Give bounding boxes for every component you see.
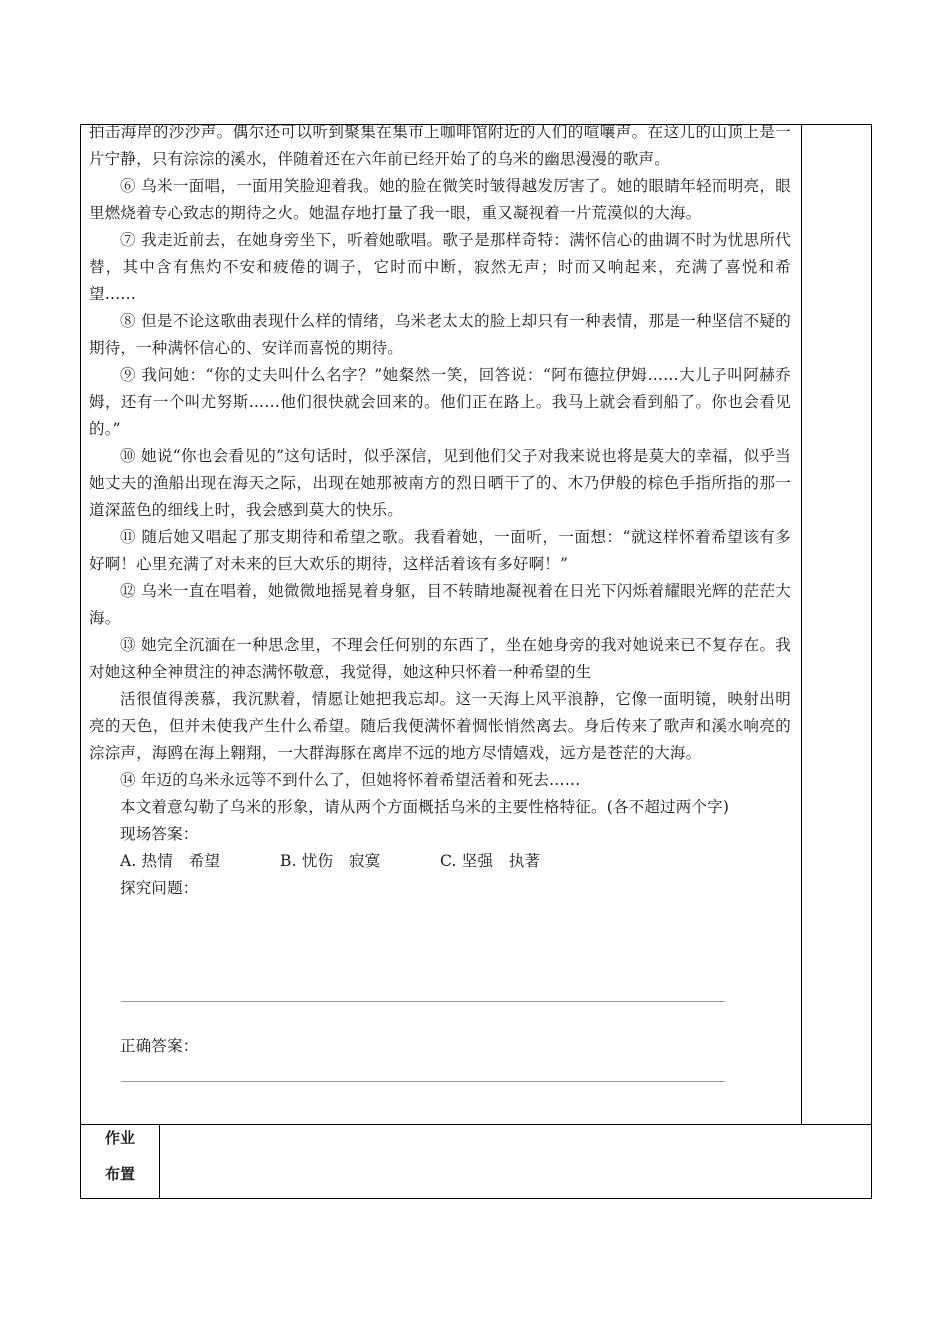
side-notes-cell bbox=[801, 124, 872, 1125]
paragraph-12: ⑫ 乌米一直在唱着，她微微地摇晃着身躯，目不转睛地凝视着在日光下闪烁着耀眼光辉的茫茫大海。 bbox=[89, 582, 791, 627]
explore-question-label: 探究问题： bbox=[120, 879, 199, 897]
option-b: B. 忧伤 寂寞 bbox=[280, 852, 381, 870]
correct-answer-label: 正确答案： bbox=[120, 1037, 199, 1055]
homework-label-line-1: 作业 bbox=[104, 1129, 135, 1147]
paragraph-8: ⑧ 但是不论这歌曲表现什么样的情绪，乌米老太太的脸上却只有一种表情，那是一种坚信不疑的期待，一种满怀信心的、安详而喜悦的期待。 bbox=[89, 312, 791, 357]
option-a: A. 热情 希望 bbox=[120, 852, 221, 870]
paragraph-9: ⑨ 我问她：“你的丈夫叫什么名字？”她粲然一笑，回答说：“阿布德拉伊姆……大儿子叫阿赫乔姆，还有一个叫尤努斯……他们很快就会回来的。他们正在路上。我马上就会看到船了。你也会看见的。” bbox=[89, 366, 791, 438]
paragraph-continued: 拍击海岸的沙沙声。偶尔还可以听到聚集在集市上咖啡馆附近的人们的喧嚷声。在这儿的山顶上是一片宁静，只有淙淙的溪水，伴随着还在六年前已经开始了的乌米的幽思漫漫的歌声。 bbox=[89, 123, 791, 168]
reading-passage bbox=[89, 119, 791, 902]
paragraph-11: ⑪ 随后她又唱起了那支期待和希望之歌。我看着她，一面听，一面想：“就这样怀着希望该有多好啊！心里充满了对未来的巨大欢乐的期待，这样活着该有多好啊！” bbox=[89, 528, 791, 573]
correct-answer-line[interactable] bbox=[121, 1081, 725, 1082]
explore-answer-line[interactable] bbox=[121, 1001, 725, 1002]
option-c: C. 坚强 执著 bbox=[440, 852, 541, 870]
answer-options bbox=[120, 848, 791, 875]
paragraph-13-part-1: ⑬ 她完全沉湎在一种思念里，不理会任何别的东西了，坐在她身旁的我对她说来已不复存在。我对她这种全神贯注的神态满怀敬意，我觉得，她这种只怀着一种希望的生 bbox=[89, 636, 791, 681]
homework-label-line-2: 布置 bbox=[104, 1165, 135, 1183]
question-prompt: 本文着意勾勒了乌米的形象，请从两个方面概括乌米的主要性格特征。(各不超过两个字) bbox=[120, 798, 730, 816]
onsite-answer-label: 现场答案： bbox=[120, 825, 199, 843]
correct-answer-block bbox=[89, 1033, 791, 1060]
paragraph-14: ⑭ 年迈的乌米永远等不到什么了，但她将怀着希望活着和死去…… bbox=[120, 771, 581, 789]
homework-content-cell bbox=[159, 1124, 872, 1199]
paragraph-13-part-2: 活很值得羡慕，我沉默着，情愿让她把我忘却。这一天海上风平浪静，它像一面明镜，映射出明亮的天色，但并未使我产生什么希望。随后我便满怀着惆怅悄然离去。身后传来了歌声和溪水响亮的淙淙声，海鸥在海上翱翔，一大群海豚在离岸不远的地方尽情嬉戏，远方是苍茫的大海。 bbox=[89, 690, 791, 762]
paragraph-10: ⑩ 她说“你也会看见的”这句话时，似乎深信，见到他们父子对我来说也将是莫大的幸福，似乎当她丈夫的渔船出现在海天之际，出现在她那被南方的烈日晒干了的、木乃伊般的棕色手指所指的那一道深蓝色的细线上时，我会感到莫大的快乐。 bbox=[89, 447, 791, 519]
paragraph-7: ⑦ 我走近前去，在她身旁坐下，听着她歌唱。歌子是那样奇特：满怀信心的曲调不时为忧思所代替，其中含有焦灼不安和疲倦的调子，它时而中断，寂然无声；时而又响起来，充满了喜悦和希望…… bbox=[89, 231, 791, 303]
paragraph-6: ⑥ 乌米一面唱，一面用笑脸迎着我。她的脸在微笑时皱得越发厉害了。她的眼睛年轻而明亮，眼里燃烧着专心致志的期待之火。她温存地打量了我一眼，重又凝视着一片荒漠似的大海。 bbox=[89, 177, 791, 222]
